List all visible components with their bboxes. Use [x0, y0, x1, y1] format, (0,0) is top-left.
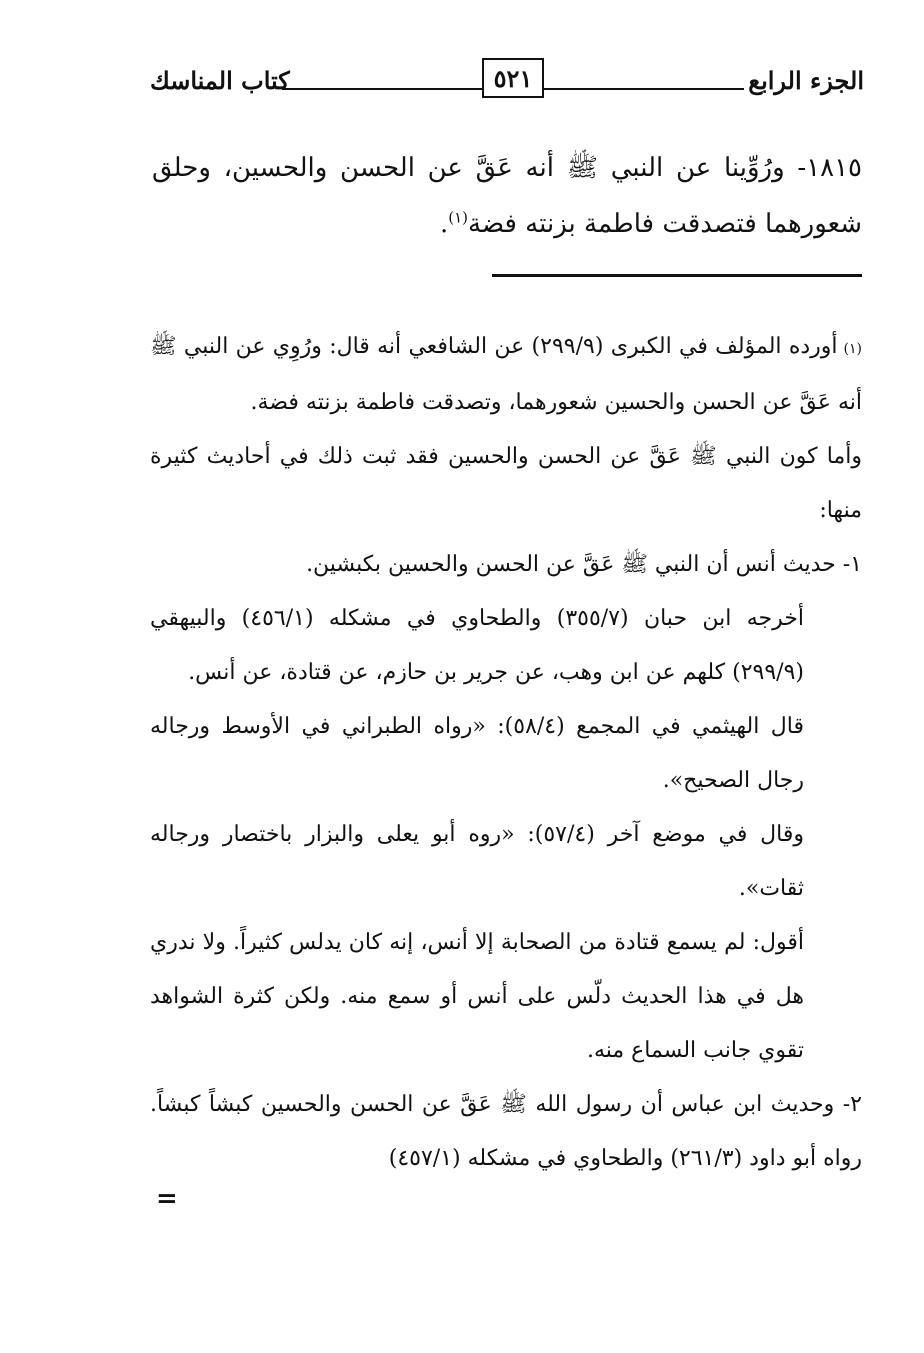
continuation-mark: =: [156, 1184, 178, 1214]
part-title: الجزء الرابع: [748, 66, 864, 95]
footnote-reference: (١): [448, 208, 468, 227]
footnote-line: أخرجه ابن حبان (٣٥٥/٧) والطحاوي في مشكله (٤٥٦/١) والبيهقي (٢٩٩/٩) كلهم عن ابن وهب، عن جرير بن حازم، عن قتادة، عن أنس.: [150, 606, 804, 685]
main-end-punct: .: [439, 209, 449, 239]
footnote-line: أقول: لم يسمع قتادة من الصحابة إلا أنس، إنه كان يدلس كثيراً. ولا ندري هل في هذا الحديث دلّس على أنس أو سمع منه. ولكن كثرة الشواهد تقوي جانب السماع منه.: [150, 930, 804, 1063]
footnote-label: (١): [843, 341, 862, 357]
footnote-line: [150, 320, 862, 430]
page-number: ٥٢١: [482, 58, 544, 98]
footnote-line: وأما كون النبي ﷺ عَقَّ عن الحسن والحسين فقد ثبت ذلك في أحاديث كثيرة منها:: [150, 444, 862, 523]
main-text: [152, 140, 862, 252]
main-paragraph: [152, 140, 862, 252]
footnotes: [150, 320, 862, 1214]
footnote-text: أورده المؤلف في الكبرى (٢٩٩/٩) عن الشافعي أنه قال: ورُوِي عن النبي ﷺ أنه عَقَّ عن الحسن والحسين شعورهما، وتصدقت فاطمة بزنته فضة.: [150, 334, 862, 415]
footnote-line: قال الهيثمي في المجمع (٥٨/٤): «رواه الطبراني في الأوسط ورجاله رجال الصحيح».: [150, 714, 804, 793]
page-header: [150, 58, 864, 108]
header-rule-right: [544, 88, 744, 90]
main-paragraph-text: ١٨١٥- ورُوِّينا عن النبي ﷺ أنه عَقَّ عن الحسن والحسين، وحلق شعورهما فتصدقت فاطمة بزنته فضة: [152, 153, 862, 239]
footnote-line: ١- حديث أنس أن النبي ﷺ عَقَّ عن الحسن والحسين بكبشين.: [306, 552, 862, 577]
book-title: كتاب المناسك: [150, 66, 290, 95]
header-rule-left: [282, 88, 482, 90]
footnote-separator: [492, 274, 862, 277]
footnote-line: ٢- وحديث ابن عباس أن رسول الله ﷺ عَقَّ عن الحسن والحسين كبشاً كبشاً. رواه أبو داود (٢٦١/٣) والطحاوي في مشكله (٤٥٧/١): [150, 1092, 862, 1171]
footnote-line: وقال في موضع آخر (٥٧/٤): «روه أبو يعلى والبزار باختصار ورجاله ثقات».: [150, 822, 804, 901]
